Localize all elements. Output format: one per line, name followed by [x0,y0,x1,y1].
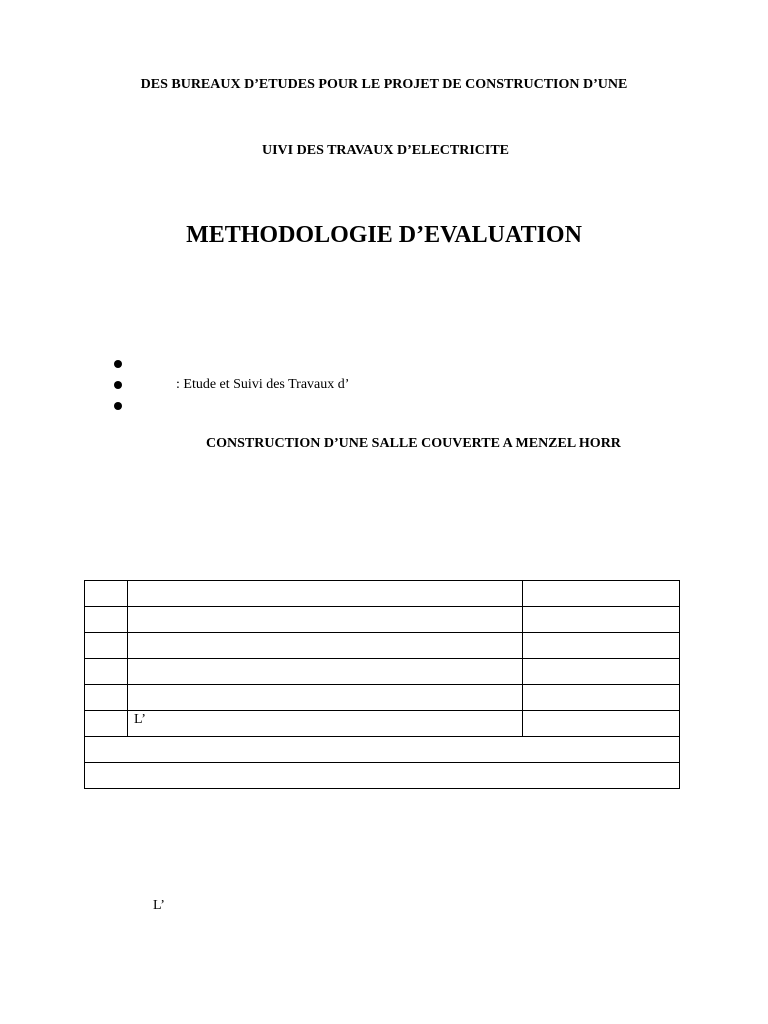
bullet-marker-2 [114,381,122,389]
table-cell [85,711,128,737]
table-cell [523,633,680,659]
table-row-full-width [85,763,680,789]
table-cell [128,581,523,607]
table-cell-full-width [85,763,680,789]
document-heading-line-2: UIVI DES TRAVAUX D’ELECTRICITE [262,143,510,158]
table-row [85,633,680,659]
table-row [85,685,680,711]
bullet-marker-1 [114,360,122,368]
table-row-full-width [85,737,680,763]
table-cell [523,581,680,607]
evaluation-table [84,580,680,789]
table-cell [128,685,523,711]
table-cell [128,659,523,685]
table-cell: L’ [128,711,523,737]
table-row [85,711,680,737]
project-subject: CONSTRUCTION D’UNE SALLE COUVERTE A MENZEL HORR [206,436,621,451]
bullet-item-2-text: : Etude et Suivi des Travaux d’ [176,377,350,392]
table-cell [85,659,128,685]
table-row [85,659,680,685]
table-cell [85,607,128,633]
document-title: METHODOLOGIE D’EVALUATION [186,222,582,248]
document-heading-line-1: DES BUREAUX D’ETUDES POUR LE PROJET DE CONSTRUCTION D’UNE [140,77,628,92]
bullet-marker-3 [114,402,122,410]
table-cell [523,659,680,685]
table-cell [523,685,680,711]
table-cell-full-width [85,737,680,763]
table-cell [128,607,523,633]
table-cell [523,607,680,633]
table-cell [85,581,128,607]
table-cell [85,685,128,711]
table-row [85,607,680,633]
table-cell [85,633,128,659]
footer-text: L’ [153,898,165,913]
table-cell [523,711,680,737]
table-row [85,581,680,607]
table-cell [128,633,523,659]
